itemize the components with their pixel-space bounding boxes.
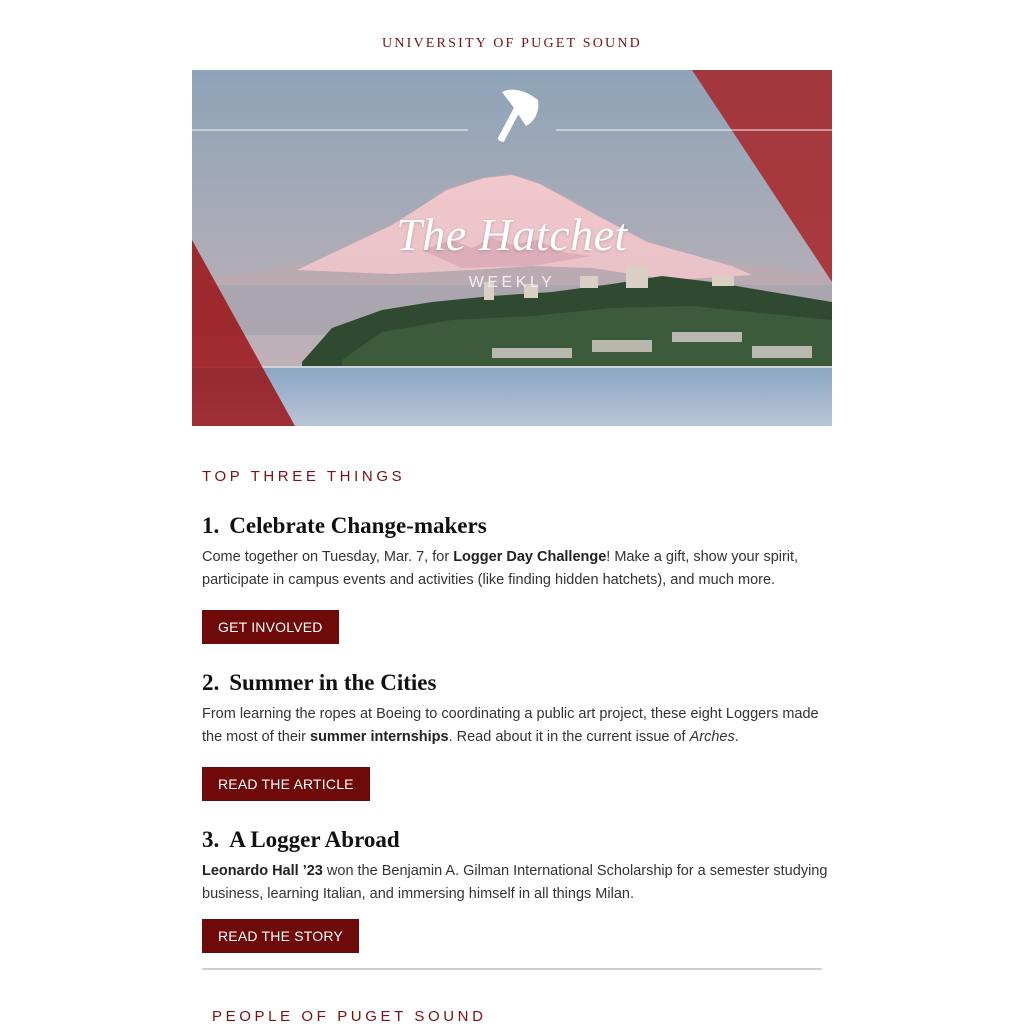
item-title: Celebrate Change-makers: [229, 513, 487, 538]
item-description: Come together on Tuesday, Mar. 7, for Logger Day Challenge! Make a gift, show your spirit, participate in campus events and activities (like finding hidden hatchets), and much more.: [202, 549, 799, 588]
masthead-university-name: UNIVERSITY OF PUGET SOUND: [382, 36, 642, 51]
item-description: Leonardo Hall ’23 won the Benjamin A. Gilman International Scholarship for a semester studying business, learning Italian, and immersing himself in all things Milan.: [202, 863, 828, 902]
list-item-3: [202, 826, 828, 906]
item-title: A Logger Abroad: [229, 827, 400, 852]
bold-link-text[interactable]: summer internships: [310, 729, 449, 745]
item-heading[interactable]: [202, 512, 828, 540]
item-number: 1.: [202, 513, 220, 538]
item-heading[interactable]: [202, 669, 828, 697]
item-heading[interactable]: [202, 826, 828, 854]
newsletter-title: The Hatchet: [396, 209, 628, 260]
list-item-1: [202, 512, 828, 592]
bold-link-text[interactable]: Logger Day Challenge: [453, 549, 607, 565]
bold-link-text[interactable]: Leonardo Hall ’23: [202, 863, 323, 879]
item-number: 2.: [202, 670, 220, 695]
list-item-2: [202, 669, 828, 749]
newsletter-subtitle: WEEKLY: [468, 274, 556, 291]
section-divider: [202, 968, 822, 970]
read-the-story-button[interactable]: READ THE STORY: [202, 919, 359, 953]
item-number: 3.: [202, 827, 220, 852]
section-heading-people: PEOPLE OF PUGET SOUND: [212, 1008, 487, 1024]
item-title: Summer in the Cities: [229, 670, 437, 695]
hero-banner[interactable]: [192, 70, 832, 426]
section-heading-top-three: TOP THREE THINGS: [202, 468, 406, 485]
get-involved-button[interactable]: GET INVOLVED: [202, 610, 339, 644]
publication-name: Arches: [689, 729, 735, 745]
read-the-article-button[interactable]: READ THE ARTICLE: [202, 767, 370, 801]
item-description: From learning the ropes at Boeing to coordinating a public art project, these eight Loggers made the most of their summer internships. Read about it in the current issue of Arches.: [202, 706, 819, 745]
